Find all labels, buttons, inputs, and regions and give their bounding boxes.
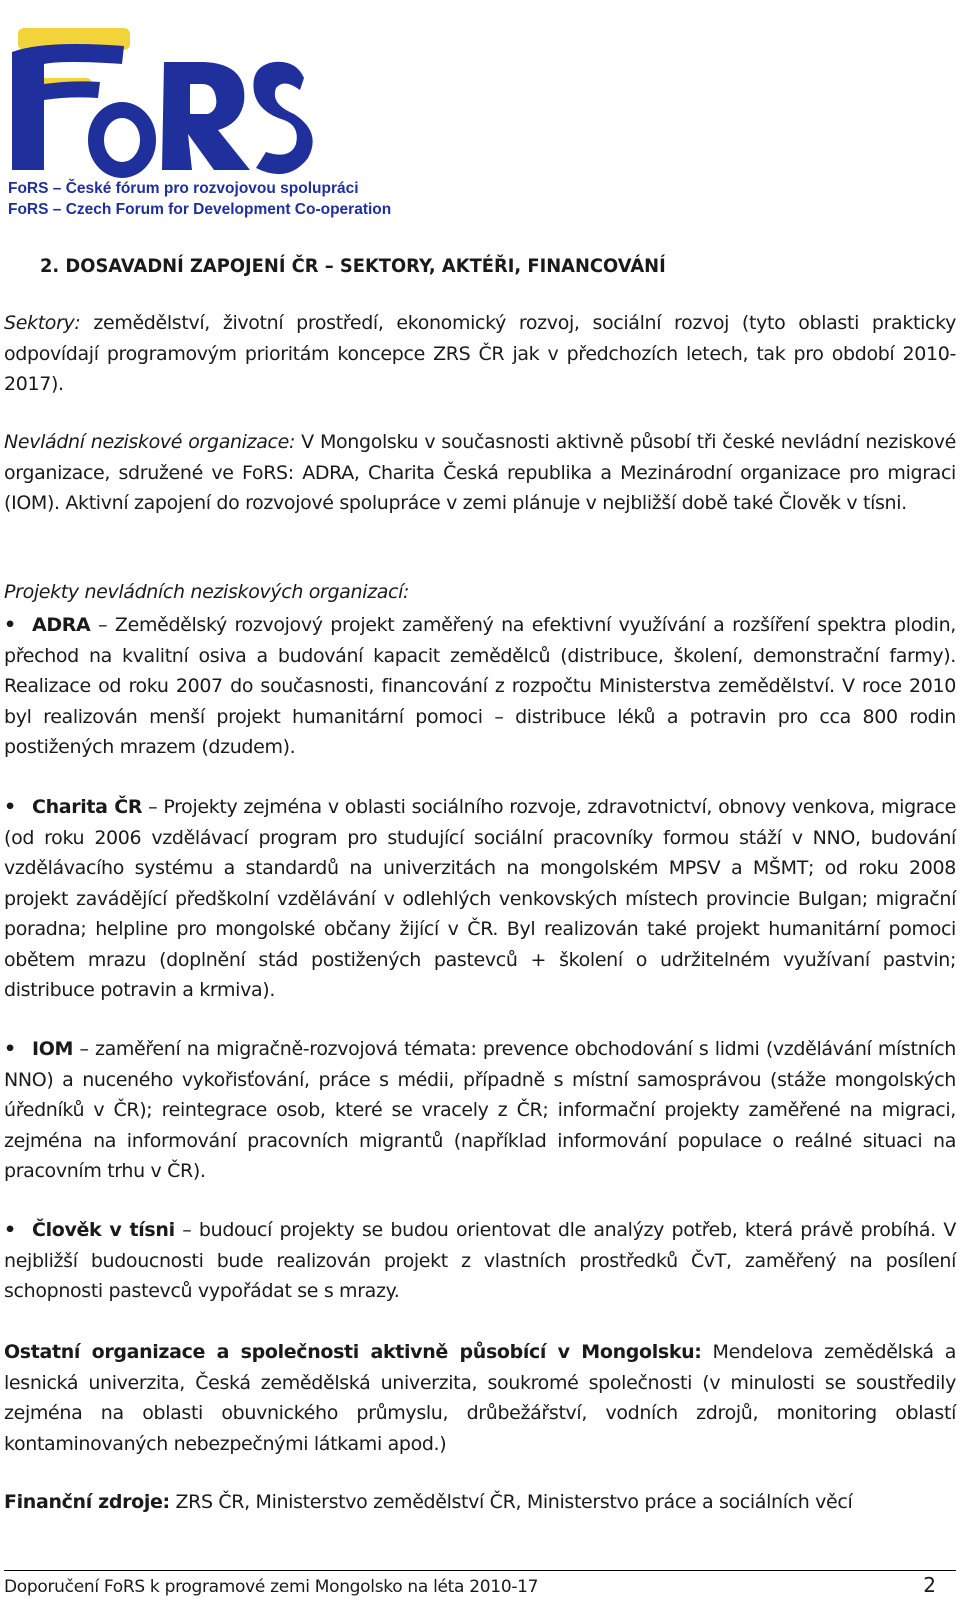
section-heading: 2. DOSAVADNÍ ZAPOJENÍ ČR – SEKTORY, AKTÉŘI, FINANCOVÁNÍ <box>40 255 666 277</box>
funding-paragraph <box>4 1487 956 1518</box>
bullet-icon: • <box>4 614 16 636</box>
footer-title: Doporučení FoRS k programové zemi Mongolsko na léta 2010-17 <box>4 1577 539 1597</box>
projects-label: Projekty nevládních neziskových organizací: <box>4 581 410 603</box>
bullet-title: Charita ČR <box>32 796 143 818</box>
sectors-paragraph <box>4 308 956 400</box>
bullet-title: Člověk v tísni <box>32 1219 175 1241</box>
bullet-icon: • <box>4 1038 16 1060</box>
ngos-text: V Mongolsku v současnosti aktivně působí tři české nevládní neziskové organizace, sdružené ve FoRS: ADRA, Charita Česká republika a Mezinárodní organizace pro migraci (IOM). Aktivní zapojení do rozvojové spolupráce v zemi plánuje v nejbližší době také Člověk v tísni. <box>4 431 956 514</box>
bullet-icon: • <box>4 1219 16 1241</box>
fors-logo-graphic <box>4 20 324 180</box>
bullet-icon: • <box>4 796 16 818</box>
bullet-text: – Zemědělský rozvojový projekt zaměřený na efektivní využívání a rozšíření spektra plodin, přechod na kvalitní osiva a budování kapacit zemědělců (distribuce, školení, demonstrační farmy). Realizace od roku 2007 do současnosti, financování z rozpočtu Ministerstva zemědělství. V roce 2010 byl realizován menší projekt humanitární pomoci – distribuce léků a potravin pro cca 800 rodin postižených mrazem (dzudem). <box>4 614 956 758</box>
fors-logo <box>4 20 424 225</box>
sectors-text: zemědělství, životní prostředí, ekonomický rozvoj, sociální rozvoj (tyto oblasti prakticky odpovídají programovým prioritám koncepce ZRS ČR jak v předchozích letech, tak pro období 2010-2017). <box>4 312 956 395</box>
ngos-paragraph <box>4 427 956 519</box>
list-item-adra <box>4 610 956 763</box>
bullet-text: – zaměření na migračně-rozvojová témata: prevence obchodování s lidmi (vzdělávání místních NNO) a nuceného vykořisťování, práce s médii, případně s místní samosprávou (stáže mongolských úředníků v ČR); reintegrace osob, které se vracely z ČR; informační projekty zaměřené na migraci, zejména na informování pracovních migrantů (například informování populace o reálné situaci na pracovním trhu v ČR). <box>4 1038 956 1182</box>
bullet-text: – budoucí projekty se budou orientovat dle analýzy potřeb, která právě probíhá. V nejbližší budoucnosti bude realizován projekt z vlastních prostředků ČvT, zaměřený na posílení schopnosti pastevců vypořádat se s mrazy. <box>4 1219 956 1302</box>
projects-paragraph <box>4 577 956 608</box>
footer-divider <box>4 1570 956 1571</box>
funding-text: ZRS ČR, Ministerstvo zemědělství ČR, Ministerstvo práce a sociálních věcí <box>169 1491 853 1513</box>
page-number: 2 <box>923 1573 936 1597</box>
other-orgs-text: Mendelova zemědělská a lesnická univerzita, Česká zemědělská univerzita, soukromé společnosti (v minulosti se soustředily zejména na oblasti obuvnického průmyslu, drůbežářství, vodních zdrojů, monitoring oblastí kontaminovaných nebezpečnými látkami apod.) <box>4 1341 956 1455</box>
bullet-title: ADRA <box>32 614 91 636</box>
bullet-text: – Projekty zejména v oblasti sociálního rozvoje, zdravotnictví, obnovy venkova, migrace (od roku 2006 vzdělávací program pro studující sociální pracovníky formou stáží v NNO, budování vzdělávacího systému a standardů na univerzitách na mongolském MPSV a MŠMT; od roku 2008 projekt zavádějící předškolní vzdělávání v odlehlých venkovských místech provincie Bulgan; migrační poradna; helpline pro mongolské občany žijící v ČR. Byl realizován také projekt humanitární pomoci obětem mrazu (doplnění stád postižených pastevců + školení o udržitelném využívaní pastvin; distribuce potravin a krmiva). <box>4 796 956 1001</box>
other-orgs-label: Ostatní organizace a společnosti aktivně působící v Mongolsku: <box>4 1341 702 1363</box>
list-item-charita <box>4 792 956 1006</box>
org-name-english: FoRS – Czech Forum for Development Co-operation <box>8 201 392 218</box>
bullet-title: IOM <box>32 1038 74 1060</box>
ngos-label: Nevládní neziskové organizace: <box>4 431 296 453</box>
list-item-iom <box>4 1034 956 1187</box>
org-name-czech: FoRS – České fórum pro rozvojovou spolupráci <box>8 180 359 197</box>
other-orgs-paragraph <box>4 1337 956 1459</box>
funding-label: Finanční zdroje: <box>4 1491 170 1513</box>
sectors-label: Sektory: <box>4 312 81 334</box>
list-item-clovek-v-tisni <box>4 1215 956 1307</box>
